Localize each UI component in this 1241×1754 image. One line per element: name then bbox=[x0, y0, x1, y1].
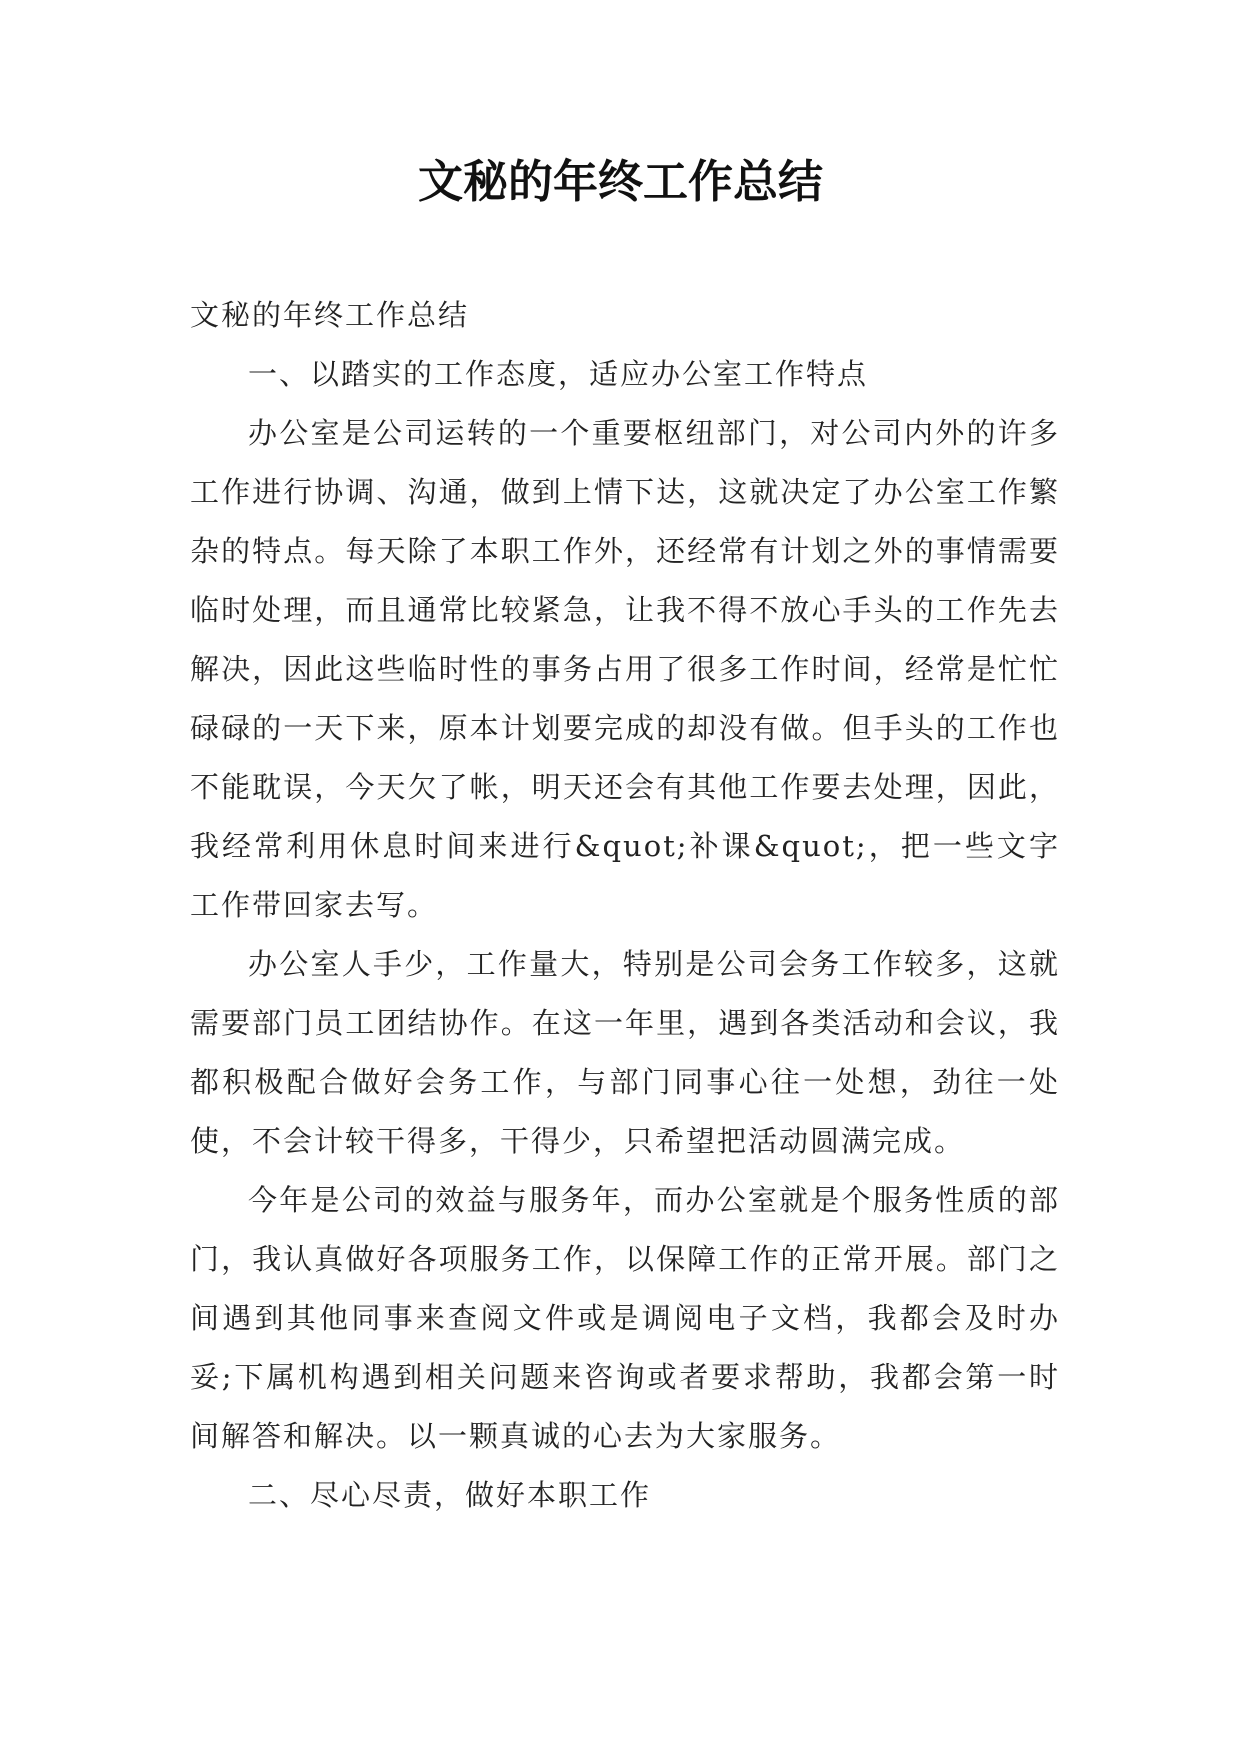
document-title: 文秘的年终工作总结 bbox=[417, 155, 823, 208]
section-heading-2: 二、尽心尽责，做好本职工作 bbox=[248, 1478, 652, 1512]
body-paragraph: 办公室是公司运转的一个重要枢纽部门，对公司内外的许多工作进行协调、沟通，做到上情下达，这就决定了办公室工作繁杂的特点。每天除了本职工作外，还经常有计划之外的事情需要临时处理，而且通常比较紧急，让我不得不放心手头的工作先去解决，因此这些临时性的事务占用了很多工作时间，经常是忙忙碌碌的一天下来，原本计划要完成的却没有做。但手头的工作也不能耽误，今天欠了帐，明天还会有其他工作要去处理，因此，我经常利用休息时间来进行&quot;补课&quot;，把一些文字工作带回家去写。 bbox=[190, 416, 1060, 922]
document-body bbox=[190, 286, 1060, 1525]
body-paragraph: 今年是公司的效益与服务年，而办公室就是个服务性质的部门，我认真做好各项服务工作，以保障工作的正常开展。部门之间遇到其他同事来查阅文件或是调阅电子文档，我都会及时办妥;下属机构遇到相关问题来咨询或者要求帮助，我都会第一时间解答和解决。以一颗真诚的心去为大家服务。 bbox=[190, 1183, 1060, 1453]
body-paragraph: 办公室人手少，工作量大，特别是公司会务工作较多，这就需要部门员工团结协作。在这一年里，遇到各类活动和会议，我都积极配合做好会务工作，与部门同事心往一处想，劲往一处使，不会计较干得多，干得少，只希望把活动圆满完成。 bbox=[190, 947, 1060, 1158]
subtitle-line: 文秘的年终工作总结 bbox=[190, 298, 470, 332]
section-heading-1: 一、以踏实的工作态度，适应办公室工作特点 bbox=[248, 357, 869, 391]
